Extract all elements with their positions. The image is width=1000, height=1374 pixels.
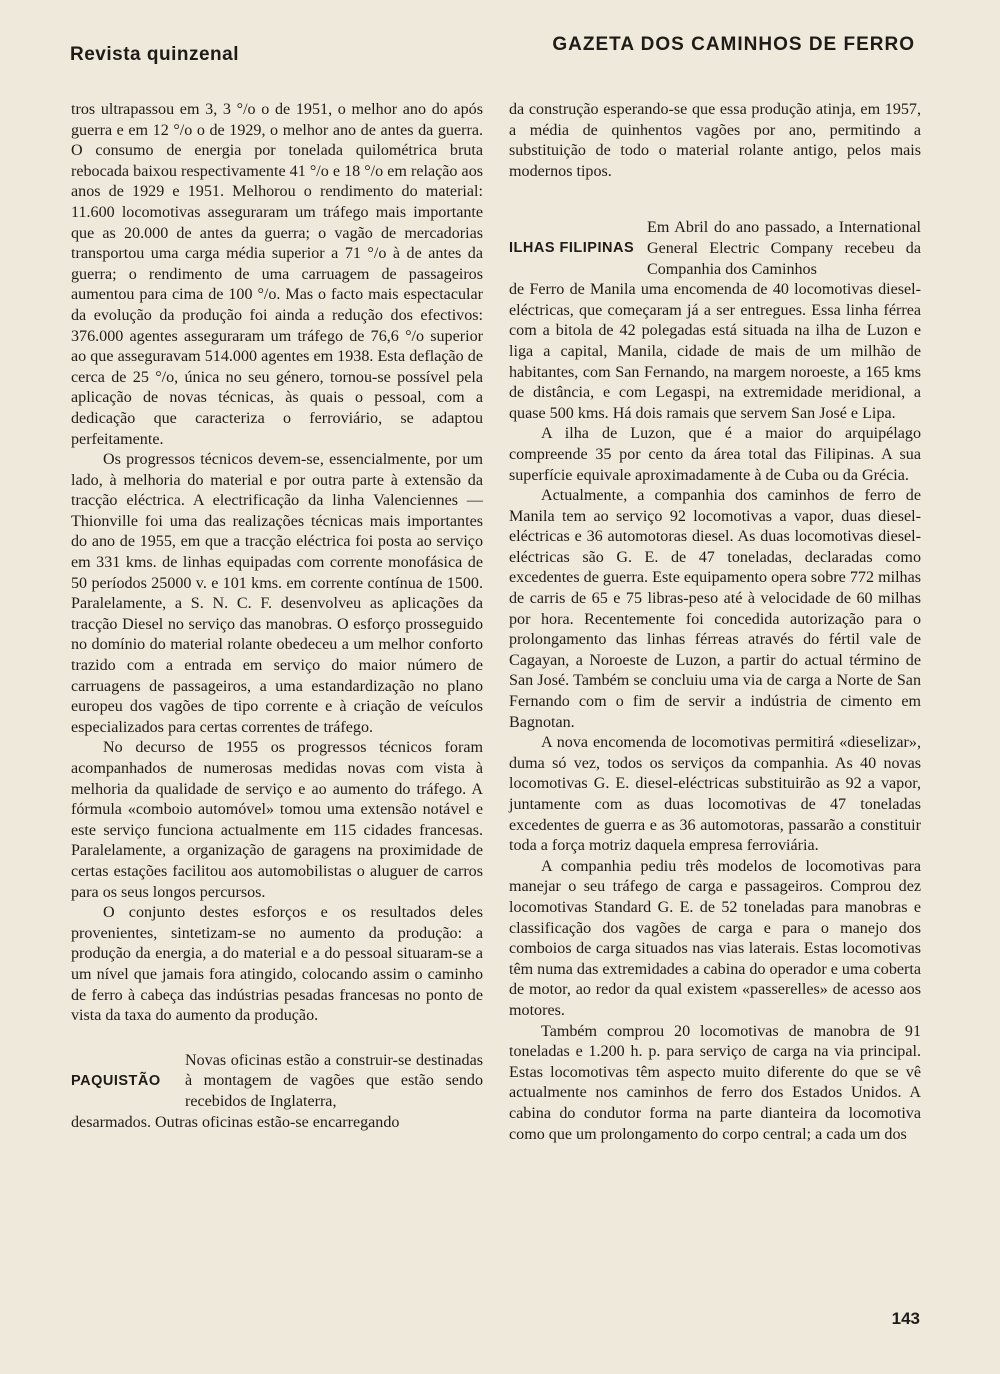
right-column bbox=[509, 100, 921, 1145]
paragraph: O conjunto destes esforços e os resultados deles provenientes, sintetizam-se no aumento da produção: a produção da energia, a do material e a do pessoal situaram-se a um nível que jamais fora atingido, colocando assim o caminho de ferro à cabeça das indústrias pesadas francesas no ponto de vista da taxa do aumento da produção. bbox=[71, 904, 483, 1025]
paragraph: No decurso de 1955 os progressos técnicos foram acompanhados de numerosas medidas novas com vista à melhoria da qualidade de serviço e ao aumento do tráfego. A fórmula «comboio automóvel» tomou uma extensão notável e este serviço funciona actualmente em 115 cidades francesas. Paralelamente, a organização de garagens na proximidade de certas estações facilitou aos automobilistas o aluguer de carros para os seus longos percursos. bbox=[71, 739, 483, 901]
paragraph: Também comprou 20 locomotivas de manobra de 91 toneladas e 1.200 h. p. para serviço de carga na via principal. Estas locomotivas têm aspecto muito diferente do que se vê actualmente nos caminhos de ferro dos Estados Unidos. A cabina do condutor forma na parte dianteira da locomotiva como que um prolongamento do corpo central; a cada um dos bbox=[509, 1022, 921, 1143]
section-lead: Em Abril do ano passado, a International General Electric Company recebeu da Companhia dos Caminhos bbox=[647, 219, 921, 278]
paragraph: A companhia pediu três modelos de locomotivas para manejar o seu tráfego de carga e passageiros. Comprou dez locomotivas Standard G. E. de 52 toneladas para manobras e classificação dos vagões de carga e para o manejo dos comboios de carga situados nas vias laterais. Estas locomotivas têm numa das extremidades a cabina do operador e uma coberta de motor, ao redor da qual existem «passerelles» de acesso aos motores. bbox=[509, 857, 922, 1019]
paragraph: A nova encomenda de locomotivas permitirá «dieselizar», duma só vez, todos os serviços da companhia. As 40 novas locomotivas G. E. diesel-eléctricas substituirão as 92 a vapor, juntamente com as duas locomotivas de 47 toneladas excedentes de guerra e as 36 automotoras, passarão a constituir toda a força motriz daquela empresa ferroviária. bbox=[509, 734, 921, 855]
section-rest: de Ferro de Manila uma encomenda de 40 locomotivas diesel-eléctricas, que começaram já a ser entregues. Essa linha férrea com a bitola de 42 polegadas está situada na ilha de Luzon e liga a capital, Manila, cidade de mais de um milhão de habitantes, com San Fernando, na margem noroeste, a 165 kms de distância, e com Legaspi, na extremidade meridional, a quase 500 kms. Há dois ramais que servem San José e Lipa. bbox=[509, 281, 921, 422]
running-header-right: GAZETA DOS CAMINHOS DE FERRO bbox=[552, 34, 915, 55]
section-pakistan bbox=[71, 1051, 483, 1133]
section-heading: PAQUISTÃO bbox=[71, 1072, 161, 1089]
section-rest: desarmados. Outras oficinas estão-se encarregando bbox=[71, 1113, 400, 1131]
section-philippines bbox=[509, 218, 921, 424]
paragraph: tros ultrapassou em 3, 3 °/o o de 1951, o melhor ano do após guerra e em 12 °/o o de 1929, o melhor ano de antes da guerra. O consumo de energia por tonelada quilométrica bruta rebocada baixou respectivamente 41 °/o e 18 °/o em relação aos anos de 1929 e 1951. Melhorou o rendimento do material: 11.600 locomotivas asseguraram um tráfego mais importante que as 20.000 de antes da guerra; o vagão de mercadorias transportou uma carga média superior a 71 °/o à de antes da guerra; o rendimento de uma carruagem de passageiros aumentou para cima de 100 °/o. Mas o facto mais espectacular da evolução da produção foi ainda a redução dos efectivos: 376.000 agentes asseguraram um tráfego de 76,6 °/o superior ao que asseguravam 514.000 agentes em 1938. Esta deflação de cerca de 25 °/o, única no seu género, tornou-se possível pela aplicação de novas técnicas, às quais o pessoal, com a dedicação que caracteriza o ferroviário, se adaptou perfeitamente. bbox=[71, 101, 483, 448]
paragraph bbox=[71, 1051, 483, 1133]
paragraph: A ilha de Luzon, que é a maior do arquipélago compreende 35 por cento da área total das Filipinas. A sua superfície equivale aproximadamente à de Cuba ou da Grécia. bbox=[509, 425, 921, 484]
left-column bbox=[71, 100, 483, 1133]
paragraph: Os progressos técnicos devem-se, essencialmente, por um lado, à melhoria do material e por outra parte à extensão da tracção eléctrica. A electrificação da linha Valenciennes — Thionville foi uma das realizações técnicas mais importantes do ano de 1955, em que a tracção eléctrica foi posta ao serviço em 331 kms. de linhas equipadas com corrente monofásica de 50 períodos 25000 v. e 101 kms. em corrente contínua de 1500. Paralelamente, a S. N. C. F. desenvolveu as aplicações da tracção Diesel no serviço das manobras. O esforço prosseguido no domínio do material rolante obedeceu a um melhor conforto trazido com a entrada em serviço do maior número de carruagens de passageiros, a uma estandardização no plano europeu dos vagões de tipo corrente e à criação de veículos especializados para certas correntes de tráfego. bbox=[71, 451, 483, 736]
section-heading: ILHAS FILIPINAS bbox=[509, 240, 635, 257]
section-lead: Novas oficinas estão a construir-se destinadas à montagem de vagões que estão sendo recebidos de Inglaterra, bbox=[185, 1051, 483, 1110]
paragraph: da construção esperando-se que essa produção atinja, em 1957, a média de quinhentos vagões por ano, permitindo a substituição de todo o material rolante antigo, pelos mais modernos tipos. bbox=[509, 101, 921, 180]
running-header-left: Revista quinzenal bbox=[70, 44, 239, 65]
paragraph: Actualmente, a companhia dos caminhos de ferro de Manila tem ao serviço 92 locomotivas a vapor, duas diesel-eléctricas e 36 automotoras diesel. As duas locomotivas diesel-eléctricas são G. E. de 47 toneladas, declaradas como excedentes de guerra. Este equipamento opera sobre 772 milhas de carris de 65 e 75 libras-peso até à velocidade de 60 milhas por hora. Recentemente foi concedida autorização para o prolongamento das linhas férreas através do fértil vale de Cagayan, a Noroeste de Luzon, a partir do actual término de San José. Também se concluiu uma via de carga a Norte de San Fernando com o fim de servir a indústria de cimento em Bagnotan. bbox=[509, 487, 921, 731]
page-number: 143 bbox=[891, 1309, 920, 1328]
